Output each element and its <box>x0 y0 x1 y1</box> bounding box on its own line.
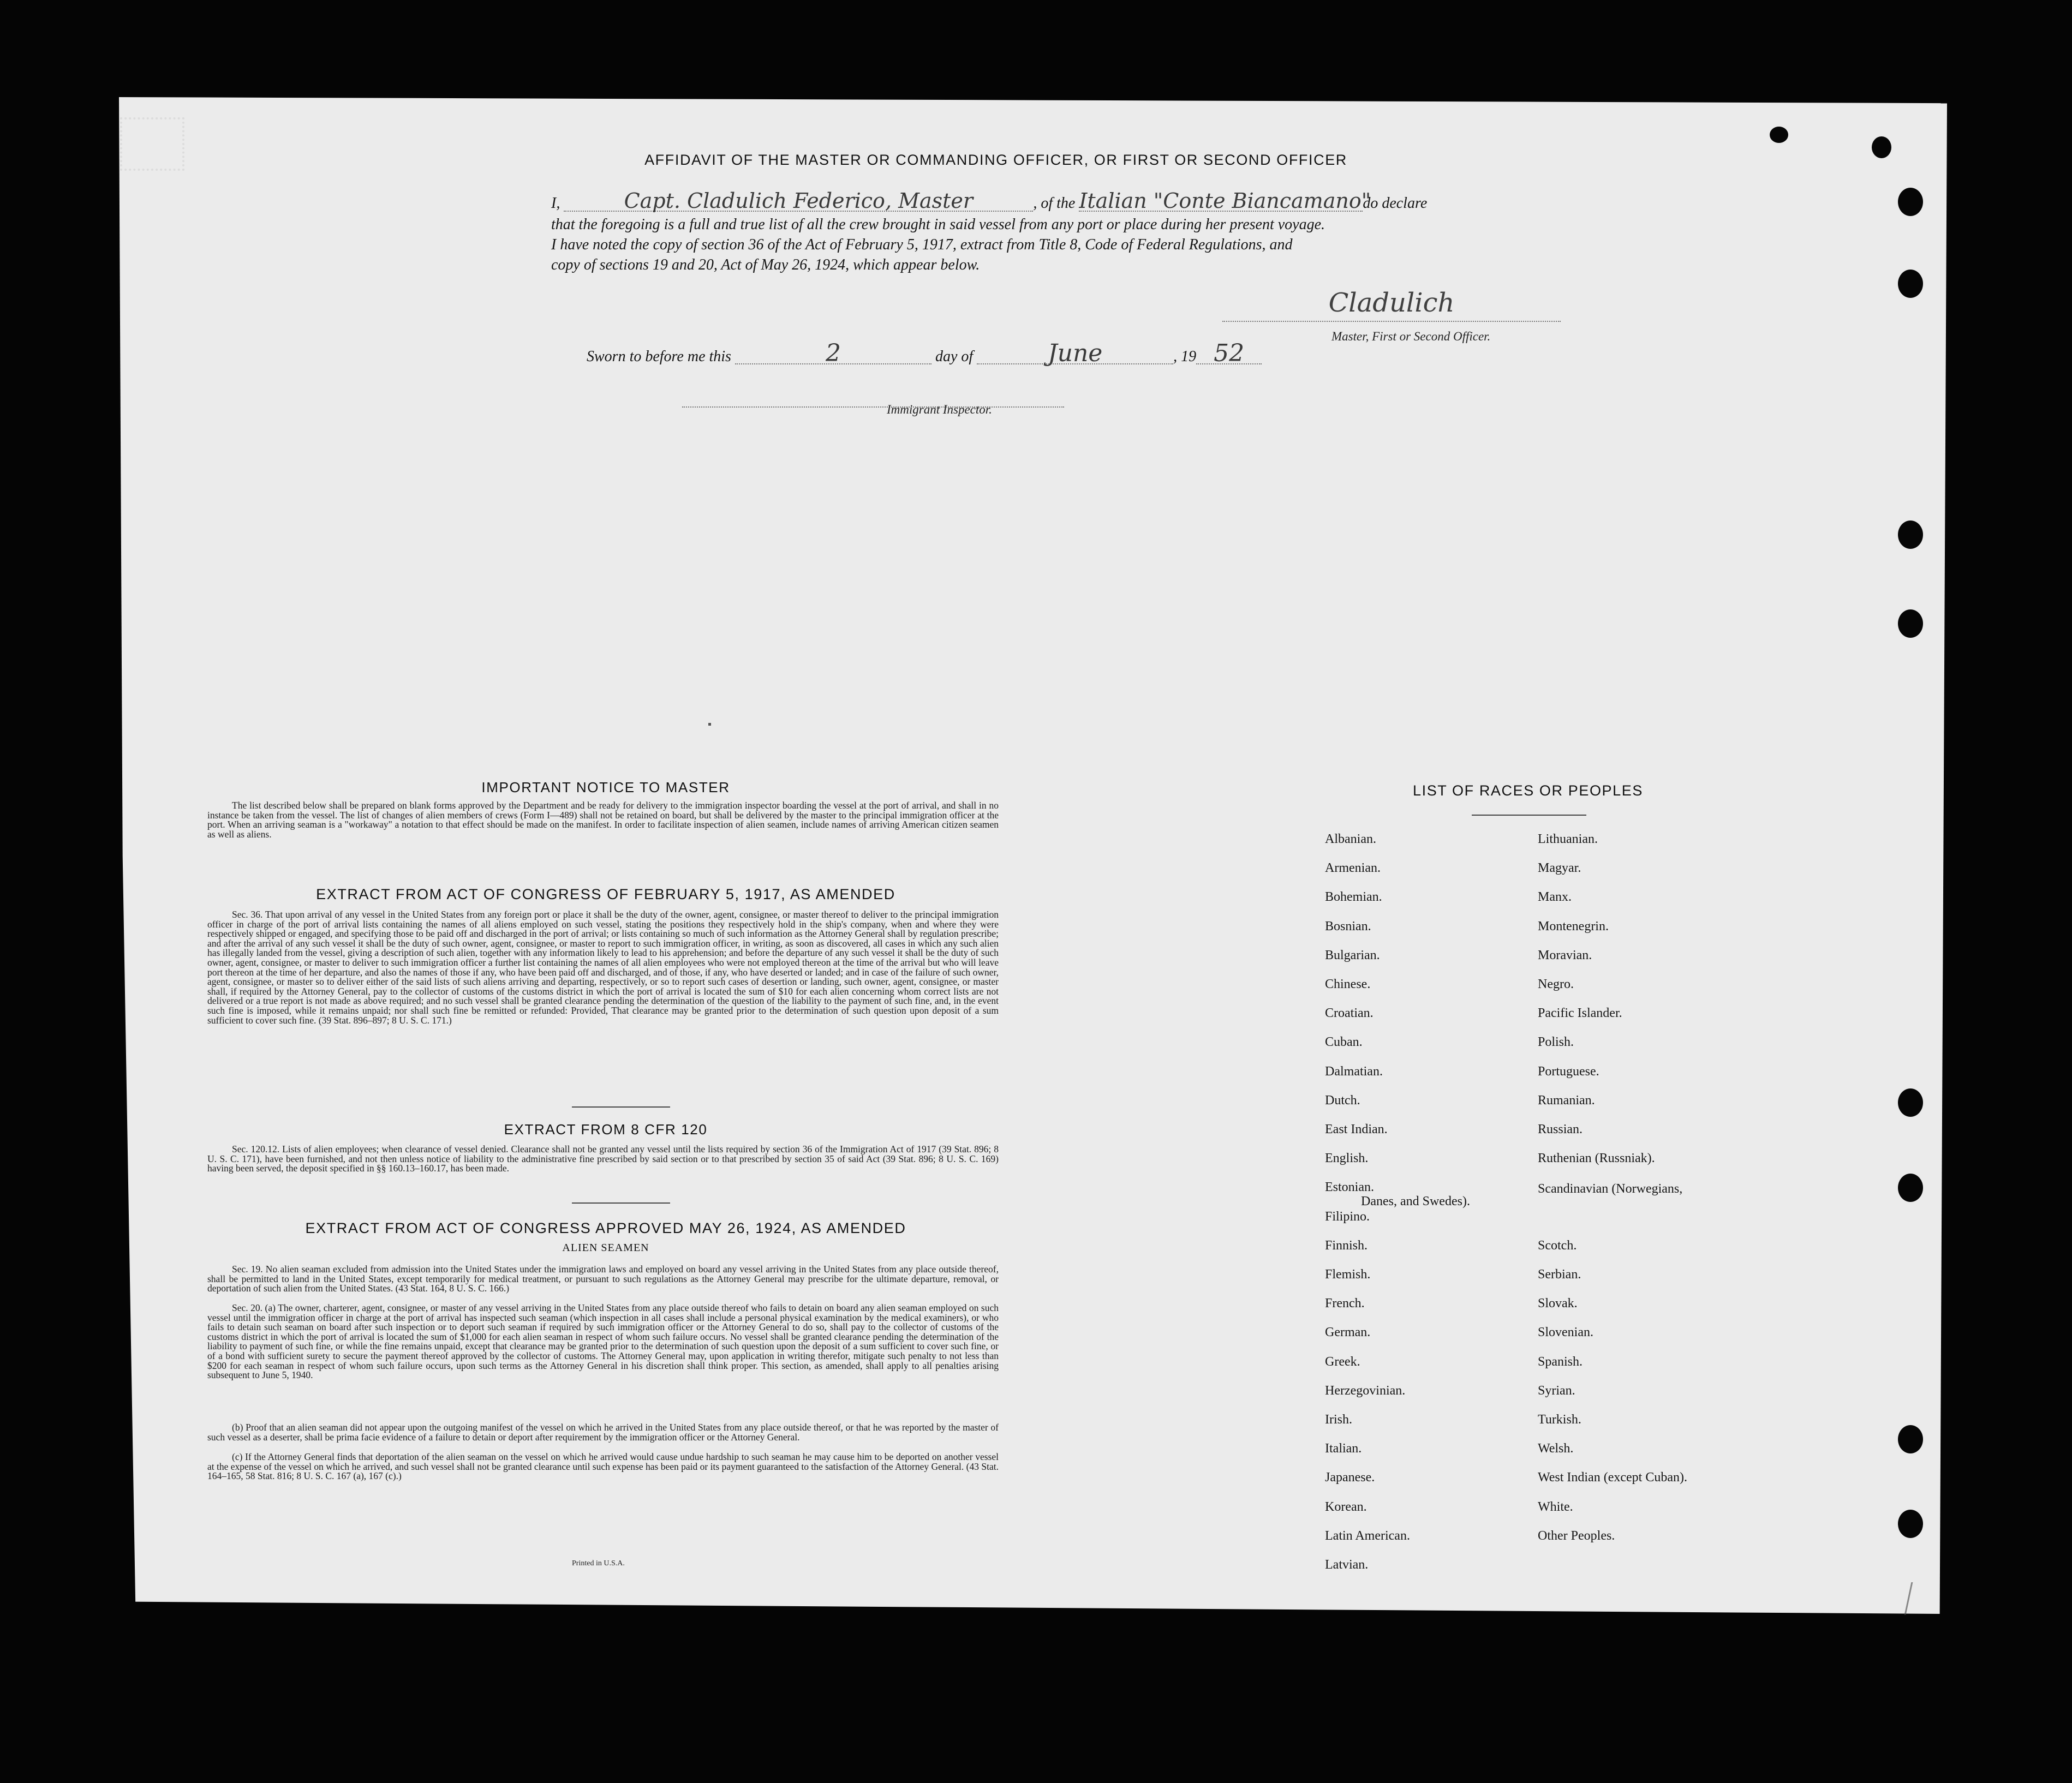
race-item: Negro. <box>1538 977 1574 991</box>
race-item: Ruthenian (Russniak). <box>1538 1151 1655 1166</box>
race-item: Armenian. <box>1325 861 1381 876</box>
affidavit-line-3: I have noted the copy of section 36 of the Act of February 5, 1917, extract from Title 8, Code of Federal Regulations, and <box>551 236 1293 253</box>
section-divider <box>572 1106 670 1108</box>
race-item: Syrian. <box>1538 1383 1575 1398</box>
race-item: Welsh. <box>1538 1441 1574 1456</box>
affidavit-i: I, <box>551 195 560 212</box>
binder-hole <box>1898 270 1923 298</box>
binder-hole <box>1898 1510 1923 1538</box>
affidavit-title: AFFIDAVIT OF THE MASTER OR COMMANDING OFFICER, OR FIRST OR SECOND OFFICER <box>644 152 1347 168</box>
binder-hole <box>1898 520 1923 549</box>
extract-1917-title: EXTRACT FROM ACT OF CONGRESS OF FEBRUARY 5, 1917, AS AMENDED <box>316 886 895 902</box>
race-item: Polish. <box>1538 1035 1574 1050</box>
affidavit-line-2: that the foregoing is a full and true list of all the crew brought in said vessel from any port or place during her present voyage. <box>551 216 1325 233</box>
race-item: German. <box>1325 1325 1371 1340</box>
race-item: Finnish. <box>1325 1238 1368 1253</box>
race-item: Bulgarian. <box>1325 948 1380 962</box>
race-item: Magyar. <box>1538 861 1581 876</box>
race-item: Korean. <box>1325 1499 1367 1514</box>
race-item: Danes, and Swedes). <box>1361 1194 1470 1209</box>
paper-speck <box>708 723 711 726</box>
race-item: Moravian. <box>1538 948 1592 962</box>
race-item: Dutch. <box>1325 1093 1360 1108</box>
race-item: Dalmatian. <box>1325 1064 1383 1079</box>
sworn-line <box>587 339 1262 367</box>
sec-20c-text: (c) If the Attorney General finds that deportation of the alien seaman on the vessel on which he arrived would cause undue hardship to such seaman he may cause him to be deported on another vessel at the expense of the vessel on which he arrived, and such vessel shall not be granted clearance until such expense has been paid or its payment guaranteed to the satisfaction of the Attorney General. (43 Stat. 164–165, 58 Stat. 816; 8 U. S. C. 167 (a), 167 (c).) <box>207 1451 999 1482</box>
race-item: Estonian. <box>1325 1180 1374 1195</box>
binder-hole <box>1898 1088 1923 1117</box>
race-item: Manx. <box>1538 890 1572 905</box>
binder-hole <box>1898 1174 1923 1202</box>
notice-title: IMPORTANT NOTICE TO MASTER <box>481 779 730 795</box>
faded-stamp <box>120 117 184 171</box>
race-item: Scotch. <box>1538 1238 1577 1253</box>
binder-hole <box>1872 136 1891 158</box>
race-item: Cuban. <box>1325 1035 1363 1050</box>
sworn-year-field: 52 <box>1196 344 1262 364</box>
race-item: Slovak. <box>1538 1296 1578 1311</box>
signature-caption: Master, First or Second Officer. <box>1331 330 1491 343</box>
race-item: Flemish. <box>1325 1267 1371 1282</box>
race-item: English. <box>1325 1151 1369 1166</box>
affidavit-of-the: , of the <box>1033 195 1076 212</box>
race-item: Latin American. <box>1325 1528 1410 1543</box>
race-item: Other Peoples. <box>1538 1528 1615 1543</box>
notice-text: The list described below shall be prepared on blank forms approved by the Department and be ready for delivery to the immigration inspector boarding the vessel at the port of arrival, and shall in no instance be taken from the vessel. The list of changes of alien members of crews (Form I—489) shall not be retained on board, but shall be delivered by the master to the principal immigration officer at the port. When an arriving seaman is a "workaway" a notation to that effect should be made on the manifest. In order to facilitate inspection of alien seamen, include names of arriving American citizen seamen as well as aliens. <box>207 800 999 840</box>
race-item: Irish. <box>1325 1413 1352 1427</box>
race-item: French. <box>1325 1296 1365 1311</box>
affidavit-line-1 <box>551 191 1561 213</box>
race-item: Albanian. <box>1325 832 1376 846</box>
race-item: Rumanian. <box>1538 1093 1595 1108</box>
race-item: Montenegrin. <box>1538 919 1609 934</box>
document-page <box>119 97 1947 1614</box>
affidavit-declare: do declare <box>1363 195 1428 212</box>
race-item: Italian. <box>1325 1441 1362 1456</box>
binder-hole <box>1898 188 1923 216</box>
extract-cfr-title: EXTRACT FROM 8 CFR 120 <box>504 1121 708 1138</box>
inspector-signature <box>682 385 1064 408</box>
binder-hole <box>1770 127 1788 143</box>
extract-1917-text: Sec. 36. That upon arrival of any vessel in the United States from any foreign port or place it shall be the duty of the owner, agent, consignee, or master thereof to deliver to the principal immigration officer in charge of the port of arrival lists containing the names of all aliens employed on such vessel, stating the positions they respectively hold in the ship's company, when and where they were respectively shipped or engaged, and specifying those to be paid off and discharged in the port of arrival; or lists containing so much of such information as the Attorney General shall by regulation prescribe; and after the arrival of any such vessel it shall be the duty of such owner, agent, consignee, or master to report to such immigration officer, in writing, as soon as discovered, all cases in which any such alien has illegally landed from the vessel, giving a description of such alien, together with any information likely to lead to his apprehension; and before the departure of any such vessel it shall be the duty of such owner, agent, consignee, or master to deliver to such immigration officer a further list containing the names of all alien employees who were not employed thereon at the time of the arrival but who will leave port thereon at the time of her departure, and also the names of those if any, who have been paid off and discharged, and of those, if any, who have deserted or landed; and in case of the failure of such owner, agent, consignee, or master so to deliver either of the said lists of such aliens arriving and departing, respectively, or so to report such cases of desertion or landing, such owner, agent, consignee, or master shall, if required by the Attorney General, pay to the collector of customs of the customs district in which the port of arrival is located the sum of $10 for each alien concerning whom correct lists are not delivered or a true report is not made as above required; and no such vessel shall be granted clearance pending the determination of the question of the liability to the payment of such fine, and, in the event such fine is imposed, while it remains unpaid; nor shall such fine be remitted or refunded: Provided, That clearance may be granted prior to the determination of such question upon deposit of a sum sufficient to cover such fine. (39 Stat. 896–897; 8 U. S. C. 171.) <box>207 909 999 1026</box>
race-item: Herzegovinian. <box>1325 1383 1406 1398</box>
race-item: Greek. <box>1325 1354 1360 1369</box>
inspector-caption: Immigrant Inspector. <box>887 403 992 416</box>
race-item: Russian. <box>1538 1122 1583 1136</box>
race-item: Japanese. <box>1325 1470 1375 1485</box>
race-item: Chinese. <box>1325 977 1371 991</box>
sec-20a-text: Sec. 20. (a) The owner, charterer, agent, consignee, or master of any vessel arriving in the United States from any place outside thereof who fails to detain on board any alien seaman employed on such vessel until the immigration officer in charge at the port of arrival has inspected such seaman (which inspection in all cases shall include a personal physical examination by the medical examiners), or who fails to detain such seaman on board after such inspection or to deport such seaman if required by such immigration officer or the Attorney General to do so, shall pay to the collector of customs of the customs district in which the port of arrival is located the sum of $1,000 for each alien seaman in respect of whom such failure occurs. No vessel shall be granted clearance pending the determination of the liability to payment of such fine, or while the fine remains unpaid, except that clearance may be granted prior to the determination of such question upon the deposit of a sum sufficient to cover such fine, or of a bond with sufficient surety to secure the payment thereof approved by the collector of customs. The Attorney General may, upon application in writing therefor, mitigate such penalty to not less than $200 for each seaman in respect of whom such failure occurs, upon such terms as the Attorney General in his discretion shall think proper. This section, as amended, shall apply to all penalties arising subsequent to June 5, 1940. <box>207 1302 999 1381</box>
sec-20b-text: (b) Proof that an alien seaman did not appear upon the outgoing manifest of the vessel on which he arrived in the United States from any place outside thereof, or that he was reported by the master of such vessel as a deserter, shall be prima facie evidence of a failure to detain or deport after requirement by the immigration officer or the Attorney General. <box>207 1422 999 1443</box>
affidavit-body <box>551 191 1561 275</box>
alien-seamen-subtitle: ALIEN SEAMEN <box>562 1242 649 1254</box>
master-name-field: Capt. Cladulich Federico, Master <box>564 191 1033 212</box>
race-item: Croatian. <box>1325 1006 1374 1021</box>
section-divider <box>572 1202 670 1204</box>
race-item: White. <box>1538 1499 1573 1514</box>
extract-1924-title: EXTRACT FROM ACT OF CONGRESS APPROVED MAY 26, 1924, AS AMENDED <box>305 1220 906 1236</box>
vessel-name-field: Italian "Conte Biancamano" <box>1079 189 1371 213</box>
sworn-day-of: day of <box>935 348 974 365</box>
race-item: Latvian. <box>1325 1558 1369 1572</box>
race-item: Slovenian. <box>1538 1325 1593 1340</box>
extract-cfr-text: Sec. 120.12. Lists of alien employees; when clearance of vessel denied. Clearance shall not be granted any vessel until the lists required by section 36 of the Immigration Act of 1917 (39 Stat. 896; 8 U. S. C. 171), have been furnished, and not then unless notice of liability to the administrative fine prescribed by said section or to that prescribed by section 35 of said Act (39 Stat. 896; 8 U. S. C. 169) having been served, the deposit specified in §§ 160.13–160.17, has been made. <box>207 1144 999 1174</box>
race-item: Lithuanian. <box>1538 832 1598 846</box>
race-item: Filipino. <box>1325 1209 1370 1224</box>
sworn-year-prefix: , 19 <box>1173 348 1197 365</box>
affidavit-line-4: copy of sections 19 and 20, Act of May 26, 1924, which appear below. <box>551 256 980 273</box>
sworn-month-field: June <box>977 344 1173 364</box>
race-item: West Indian (except Cuban). <box>1538 1470 1687 1485</box>
races-title: LIST OF RACES OR PEOPLES <box>1412 782 1644 799</box>
binder-hole <box>1898 609 1923 638</box>
race-item: Portuguese. <box>1538 1064 1599 1079</box>
race-item: Pacific Islander. <box>1538 1006 1622 1021</box>
binder-hole <box>1898 1425 1923 1453</box>
printed-in-usa: Printed in U.S.A. <box>572 1559 625 1567</box>
sworn-day-field: 2 <box>735 344 931 364</box>
sec-19-text: Sec. 19. No alien seaman excluded from admission into the United States under the immigration laws and employed on board any vessel arriving in the United States from any place outside thereof, shall be permitted to land in the United States, except temporarily for medical treatment, or pursuant to such regulations as the Attorney General may prescribe for the ultimate departure, removal, or deportation of such alien from the United States. (43 Stat. 164, 8 U. S. C. 166.) <box>207 1264 999 1294</box>
races-divider <box>1472 815 1586 816</box>
race-item: Bosnian. <box>1325 919 1371 934</box>
race-item: East Indian. <box>1325 1122 1388 1136</box>
race-item: Turkish. <box>1538 1413 1581 1427</box>
race-item: Spanish. <box>1538 1354 1583 1369</box>
race-item: Serbian. <box>1538 1267 1581 1282</box>
master-signature: Cladulich <box>1222 289 1561 322</box>
race-item: Scandinavian (Norwegians, <box>1538 1182 1683 1196</box>
race-item: Bohemian. <box>1325 890 1382 905</box>
sworn-prefix: Sworn to before me this <box>587 348 731 365</box>
